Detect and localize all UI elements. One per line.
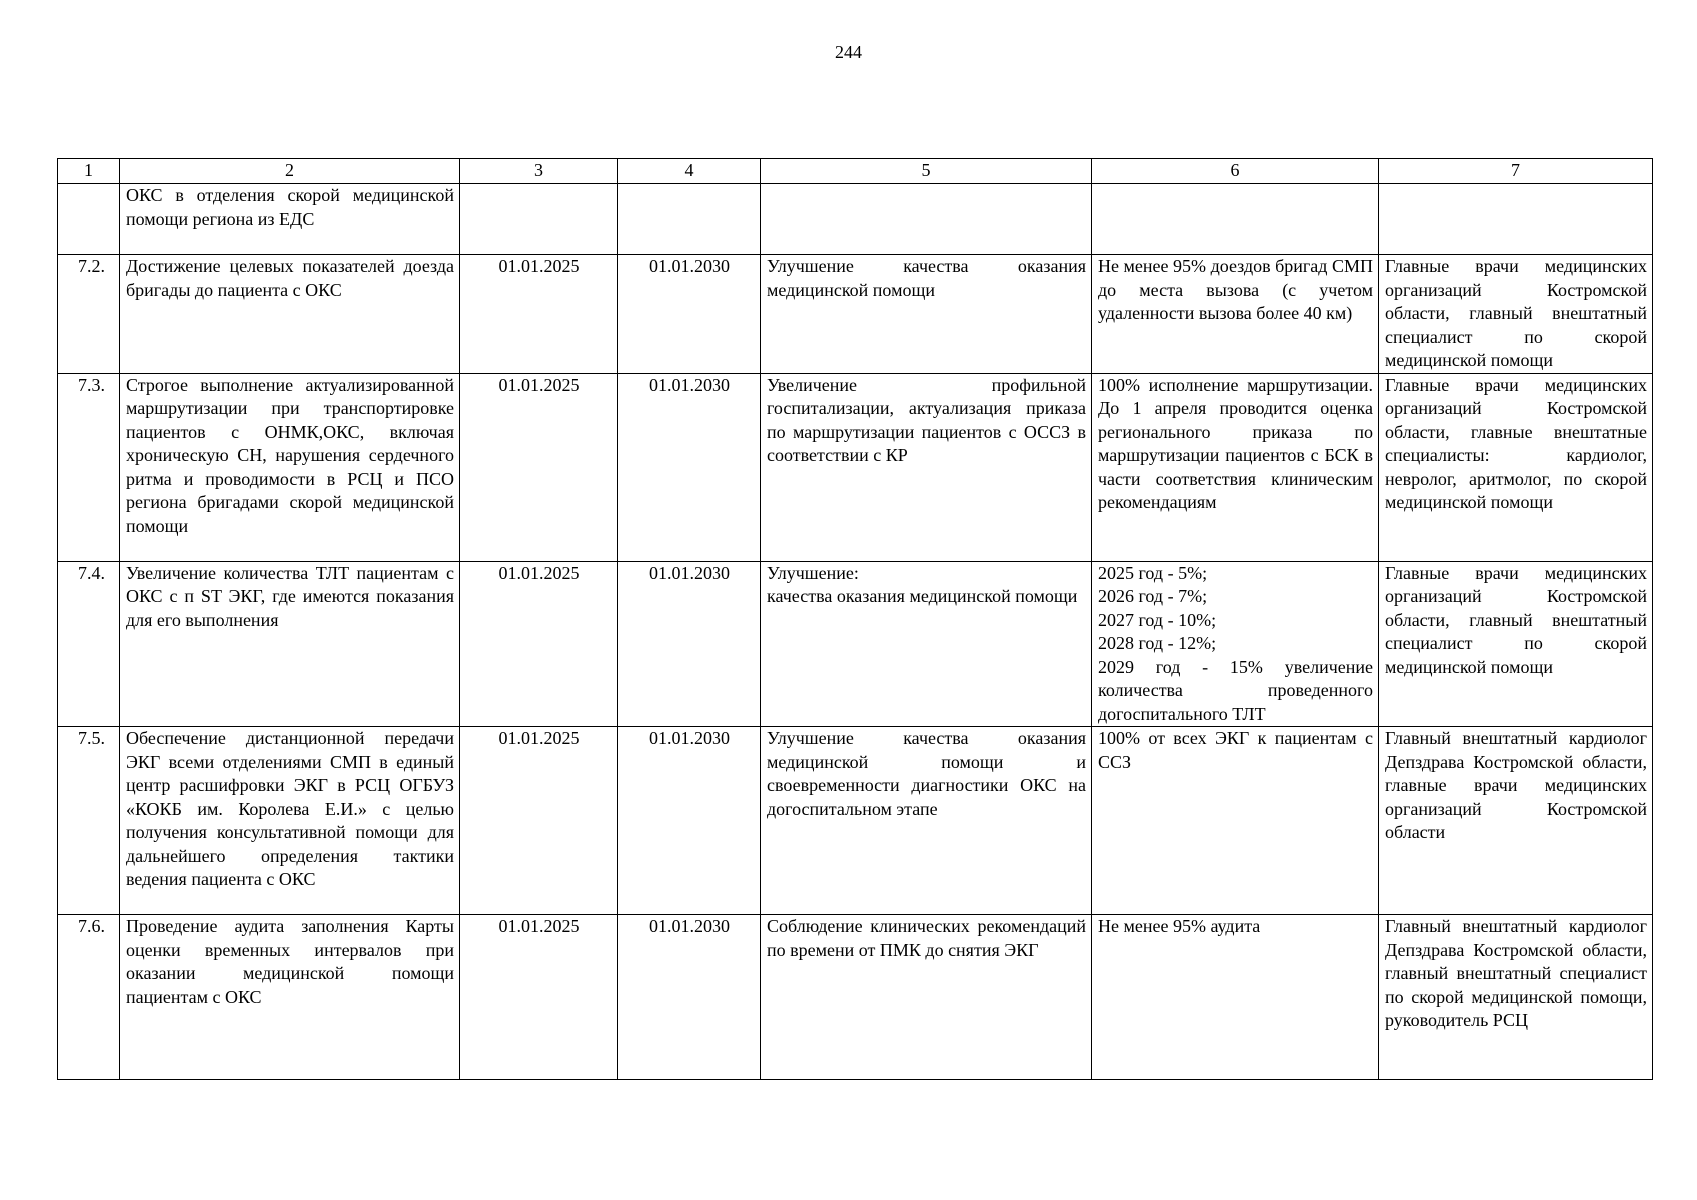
end-date-cell: 01.01.2030 [618, 255, 761, 374]
end-date-cell: 01.01.2030 [618, 727, 761, 915]
result-line: Улучшение: [767, 562, 859, 583]
indicator-line: 2025 год - 5%; [1098, 562, 1208, 583]
row-number-cell: 7.3. [58, 373, 120, 561]
header-cell: 3 [460, 159, 618, 184]
measure-cell: Проведение аудита заполнения Карты оценки временных интервалов при оказании медицинской помощи пациентам с ОКС [120, 915, 460, 1080]
result-cell: Соблюдение клинических рекомендаций по времени от ПМК до снятия ЭКГ [761, 915, 1092, 1080]
end-date-cell: 01.01.2030 [618, 373, 761, 561]
responsible-cell: Главные врачи медицинских организаций Костромской области, главные внештатные специалисты: кардиолог, невролог, аритмолог, по скорой медицинской помощи [1379, 373, 1653, 561]
header-row [58, 159, 1653, 184]
table-row [58, 727, 1653, 915]
header-cell: 1 [58, 159, 120, 184]
start-date-cell: 01.01.2025 [460, 561, 618, 727]
result-cell: Улучшение качества оказания медицинской помощи и своевременности диагностики ОКС на догоспитальном этапе [761, 727, 1092, 915]
responsible-cell: Главные врачи медицинских организаций Костромской области, главный внештатный специалист по скорой медицинской помощи [1379, 561, 1653, 727]
responsible-cell: Главный внештатный кардиолог Депздрава Костромской области, главные врачи медицинских организаций Костромской области [1379, 727, 1653, 915]
start-date-cell [460, 184, 618, 255]
result-cell [761, 184, 1092, 255]
result-line: качества оказания медицинской помощи [767, 586, 1078, 606]
measure-cell: Достижение целевых показателей доезда бригады до пациента с ОКС [120, 255, 460, 374]
indicator-line: 2027 год - 10%; [1098, 609, 1217, 630]
table-row [58, 255, 1653, 374]
row-number-cell [58, 184, 120, 255]
indicator-line: 2029 год - 15% увеличение количества проведенного догоспитального ТЛТ [1098, 656, 1373, 724]
measure-cell: Обеспечение дистанционной передачи ЭКГ всеми отделениями СМП в единый центр расшифровки ЭКГ в РСЦ ОГБУЗ «КОКБ им. Королева Е.И.» с целью получения консультативной помощи для дальнейшего определения тактики ведения пациента с ОКС [120, 727, 460, 915]
result-cell: Увеличение профильной госпитализации, актуализация приказа по маршрутизации пациентов с ОССЗ в соответствии с КР [761, 373, 1092, 561]
result-cell: Улучшение качества оказания медицинской помощи [761, 255, 1092, 374]
responsible-cell: Главные врачи медицинских организаций Костромской области, главный внештатный специалист по скорой медицинской помощи [1379, 255, 1653, 374]
end-date-cell: 01.01.2030 [618, 561, 761, 727]
responsible-cell: Главный внештатный кардиолог Депздрава Костромской области, главный внештатный специалист по скорой медицинской помощи, руководитель РСЦ [1379, 915, 1653, 1080]
table-row [58, 561, 1653, 727]
header-cell: 5 [761, 159, 1092, 184]
header-cell: 6 [1092, 159, 1379, 184]
measures-table [57, 158, 1653, 1080]
row-number-cell: 7.2. [58, 255, 120, 374]
indicator-cell: 100% от всех ЭКГ к пациентам с ССЗ [1092, 727, 1379, 915]
indicator-line: 2028 год - 12%; [1098, 633, 1217, 653]
indicator-cell: Не менее 95% аудита [1092, 915, 1379, 1080]
measure-cell: Строгое выполнение актуализированной маршрутизации при транспортировке пациентов с ОНМК,ОКС, включая хроническую СН, нарушения сердечного ритма и проводимости в РСЦ и ПСО региона бригадами скорой медицинской помощи [120, 373, 460, 561]
table-row [58, 915, 1653, 1080]
header-cell: 7 [1379, 159, 1653, 184]
indicator-cell: Не менее 95% доездов бригад СМП до места вызова (с учетом удаленности вызова более 40 км) [1092, 255, 1379, 374]
table-row [58, 373, 1653, 561]
row-number-cell: 7.4. [58, 561, 120, 727]
header-cell: 2 [120, 159, 460, 184]
end-date-cell [618, 184, 761, 255]
row-number-cell: 7.5. [58, 727, 120, 915]
result-cell [761, 561, 1092, 727]
start-date-cell: 01.01.2025 [460, 915, 618, 1080]
end-date-cell: 01.01.2030 [618, 915, 761, 1080]
indicator-cell [1092, 184, 1379, 255]
table-row [58, 184, 1653, 255]
measure-cell: Увеличение количества ТЛТ пациентам с ОКС с п ST ЭКГ, где имеются показания для его выполнения [120, 561, 460, 727]
header-cell: 4 [618, 159, 761, 184]
indicator-cell [1092, 561, 1379, 727]
row-number-cell: 7.6. [58, 915, 120, 1080]
start-date-cell: 01.01.2025 [460, 255, 618, 374]
measure-cell: ОКС в отделения скорой медицинской помощи региона из ЕДС [120, 184, 460, 255]
responsible-cell [1379, 184, 1653, 255]
start-date-cell: 01.01.2025 [460, 727, 618, 915]
indicator-line: 2026 год - 7%; [1098, 586, 1208, 606]
start-date-cell: 01.01.2025 [460, 373, 618, 561]
page-number: 244 [835, 42, 862, 62]
indicator-cell: 100% исполнение маршрутизации. До 1 апреля проводится оценка регионального приказа по маршрутизации пациентов с БСК в части соответствия клиническим рекомендациям [1092, 373, 1379, 561]
